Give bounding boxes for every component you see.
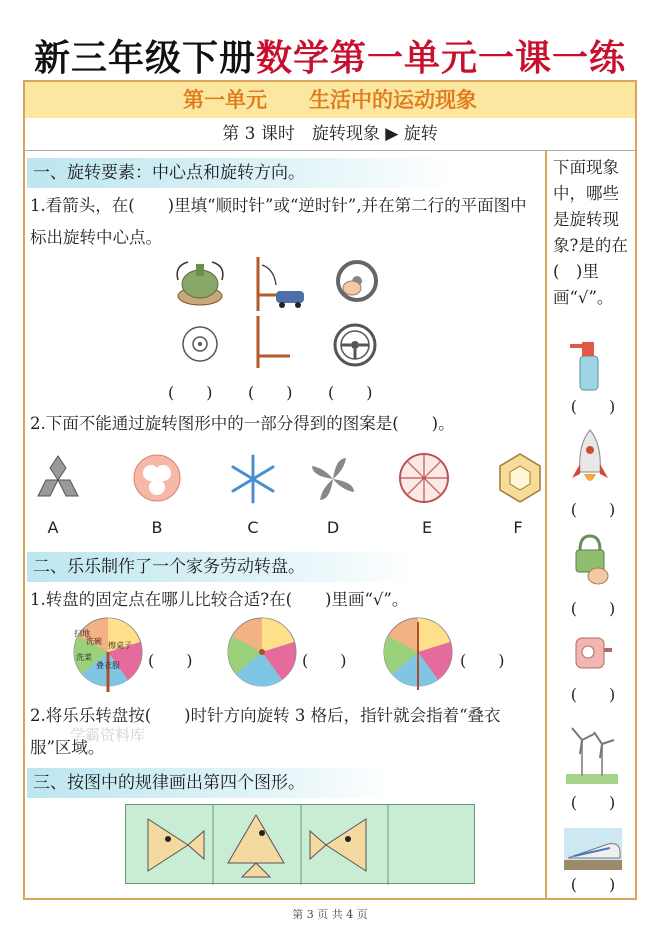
- lesson-line: 第 3 课时 旋转现象 ▶ 旋转: [25, 118, 635, 151]
- wheel-blank-2[interactable]: ( ): [302, 651, 347, 670]
- q1-blank-3[interactable]: ( ): [328, 383, 373, 402]
- label-c: C: [247, 518, 259, 537]
- section-2-q1: 1.转盘的固定点在哪儿比较合适?在( )里画“√”。: [30, 590, 409, 609]
- chore-wheel-2: [222, 612, 302, 692]
- sidebar-blank-2[interactable]: ( ): [570, 500, 616, 519]
- label-e: E: [421, 518, 433, 537]
- section-1-q1: 1.看箭头，在( )里填“顺时针”或“逆时针”,并在第二行的平面图中标出旋转中心点。: [30, 196, 527, 247]
- gate-plan-icon: [254, 314, 294, 370]
- sidebar-question: 下面现象中，哪些是旋转现象?是的在( )里画“√”。: [553, 158, 628, 307]
- section-2-heading: 二、乐乐制作了一个家务劳动转盘。: [27, 552, 413, 582]
- label-f: F: [513, 518, 523, 537]
- spinning-top-icon: [170, 256, 230, 312]
- spray-bottle-icon: [568, 334, 608, 392]
- q1-blank-1[interactable]: ( ): [168, 383, 213, 402]
- wheel-label-clean-floor: 扫地: [74, 629, 90, 638]
- page-title: [0, 30, 660, 81]
- sidebar-blank-1[interactable]: ( ): [570, 397, 616, 416]
- pattern-strip: [125, 804, 475, 884]
- sidebar-blank-3[interactable]: ( ): [570, 599, 616, 618]
- pencil-sharpener-icon: [570, 630, 614, 676]
- wheel-label-wash-veg: 洗菜: [76, 653, 92, 662]
- label-a: A: [47, 518, 59, 537]
- wheel-plan-icon: [332, 322, 378, 368]
- q1-blank-2[interactable]: ( ): [248, 383, 293, 402]
- pattern-b-icon: [130, 452, 184, 504]
- wheel-blank-1[interactable]: ( ): [148, 651, 193, 670]
- sidebar-blank-5[interactable]: ( ): [570, 793, 616, 812]
- unit-bar: 第一单元 生活中的运动现象: [25, 82, 635, 118]
- label-d: D: [326, 518, 340, 537]
- pattern-d-pinwheel-icon: [306, 452, 360, 506]
- barrier-gate-icon: [252, 255, 312, 313]
- pattern-c-snowflake-icon: [226, 452, 280, 506]
- watermark: 学霸资料库: [70, 726, 146, 744]
- section-1-heading: 一、旋转要素：中心点和旋转方向。: [27, 158, 453, 188]
- sidebar-blank-6[interactable]: ( ): [570, 875, 616, 894]
- title-part-2: 数学第一单元一课一练: [256, 37, 627, 79]
- chore-wheel-3: [378, 612, 458, 692]
- label-b: B: [151, 518, 163, 537]
- pattern-e-wheel-icon: [396, 450, 452, 506]
- wind-turbine-icon: [566, 720, 618, 784]
- steering-wheel-hand-icon: [332, 256, 382, 306]
- padlock-key-icon: [568, 532, 612, 588]
- sidebar-divider: [545, 150, 547, 898]
- pattern-a-icon: [30, 452, 86, 504]
- wheel-blank-3[interactable]: ( ): [460, 651, 505, 670]
- wheel-label-wipe-table: 擦桌子: [108, 641, 132, 650]
- section-1-q2: 2.下面不能通过旋转图形中的一部分得到的图案是( )。: [30, 414, 455, 433]
- section-2-q2: 2.将乐乐转盘按( )时针方向旋转 3 格后，指针就会指着“叠衣服”区域。: [30, 706, 501, 757]
- train-icon: [564, 828, 622, 870]
- section-3-heading: 三、按图中的规律画出第四个图形。: [27, 768, 393, 798]
- wheel-label-fold-clothes: 叠衣服: [96, 661, 120, 670]
- pattern-f-hexagon-icon: [492, 450, 548, 506]
- page-footer: 第 3 页 共 4 页: [292, 908, 368, 921]
- rocket-icon: [570, 428, 610, 490]
- top-plan-icon: [180, 324, 220, 364]
- title-part-1: 新三年级下册: [33, 37, 256, 79]
- sidebar-blank-4[interactable]: ( ): [570, 685, 616, 704]
- wheel-label-wash-dishes: 洗碗: [86, 637, 102, 646]
